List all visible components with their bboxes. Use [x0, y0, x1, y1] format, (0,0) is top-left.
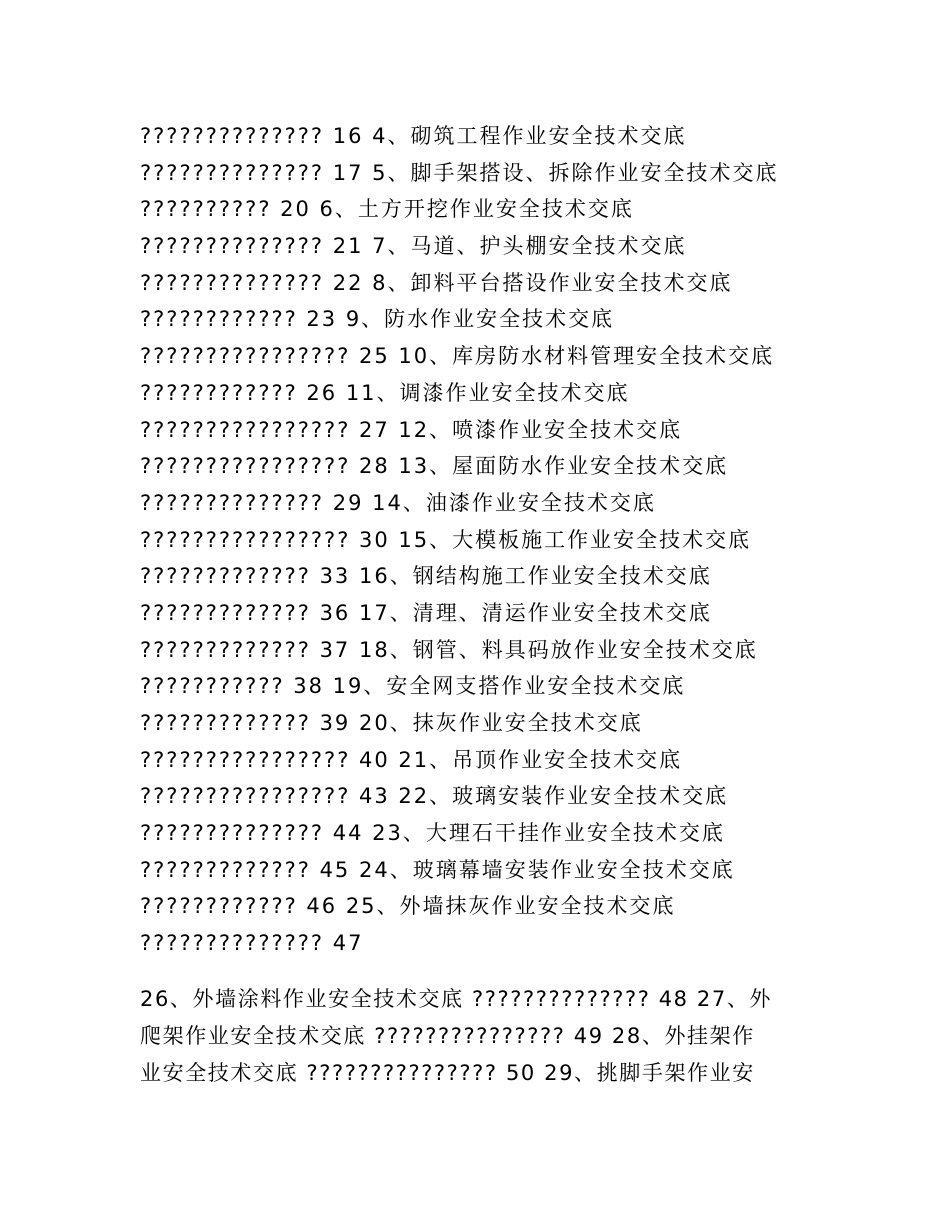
toc-line: ???????????????? 27 12、喷漆作业安全技术交底 — [140, 417, 683, 442]
toc-line: ???????????????? 43 22、玻璃安装作业安全技术交底 — [140, 784, 729, 809]
toc-line: ???????????? 26 11、调漆作业安全技术交底 — [140, 380, 630, 405]
toc-line: ?????????????? 47 — [140, 931, 364, 956]
toc-line: ??????????? 38 19、安全网支搭作业安全技术交底 — [140, 674, 686, 699]
toc-line: ????????????? 33 16、钢结构施工作业安全技术交底 — [140, 564, 712, 589]
toc-line: ???????????????? 30 15、大模板施工作业安全技术交底 — [140, 527, 752, 552]
toc-line: ????????????? 39 20、抹灰作业安全技术交底 — [140, 711, 643, 735]
paragraph-line: 26、外墙涂料作业安全技术交底 ?????????????? 48 27、外 — [140, 987, 773, 1011]
toc-line: ???????????????? 28 13、屋面防水作业安全技术交底 — [140, 454, 729, 479]
toc-line: ???????????????? 40 21、吊顶作业安全技术交底 — [140, 747, 683, 772]
paragraph-line: 爬架作业安全技术交底 ??????????????? 49 28、外挂架作 — [140, 1024, 755, 1048]
toc-line: ?????????????? 22 8、卸料平台搭设作业安全技术交底 — [140, 270, 733, 295]
table-of-contents — [140, 118, 820, 962]
toc-line: ???????????? 46 25、外墙抹灰作业安全技术交底 — [140, 894, 676, 919]
continuation-paragraph — [140, 981, 820, 1092]
toc-line: ?????????????? 17 5、脚手架搭设、拆除作业安全技术交底 — [140, 160, 779, 185]
toc-line: ????????????? 45 24、玻璃幕墙安装作业安全技术交底 — [140, 857, 735, 882]
toc-line: ?????????? 20 6、土方开挖作业安全技术交底 — [140, 197, 634, 222]
toc-line: ?????????????? 29 14、油漆作业安全技术交底 — [140, 490, 656, 515]
paragraph-line: 业安全技术交底 ??????????????? 50 29、挑脚手架作业安 — [140, 1061, 755, 1085]
toc-line: ???????????? 23 9、防水作业安全技术交底 — [140, 307, 615, 332]
toc-line: ?????????????? 21 7、马道、护头棚安全技术交底 — [140, 234, 687, 259]
toc-line: ????????????? 37 18、钢管、料具码放作业安全技术交底 — [140, 637, 758, 662]
toc-line: ???????????????? 25 10、库房防水材料管理安全技术交底 — [140, 344, 775, 369]
toc-line: ????????????? 36 17、清理、清运作业安全技术交底 — [140, 600, 712, 625]
toc-line: ?????????????? 16 4、砌筑工程作业安全技术交底 — [140, 124, 687, 148]
toc-line: ?????????????? 44 23、大理石干挂作业安全技术交底 — [140, 821, 725, 846]
